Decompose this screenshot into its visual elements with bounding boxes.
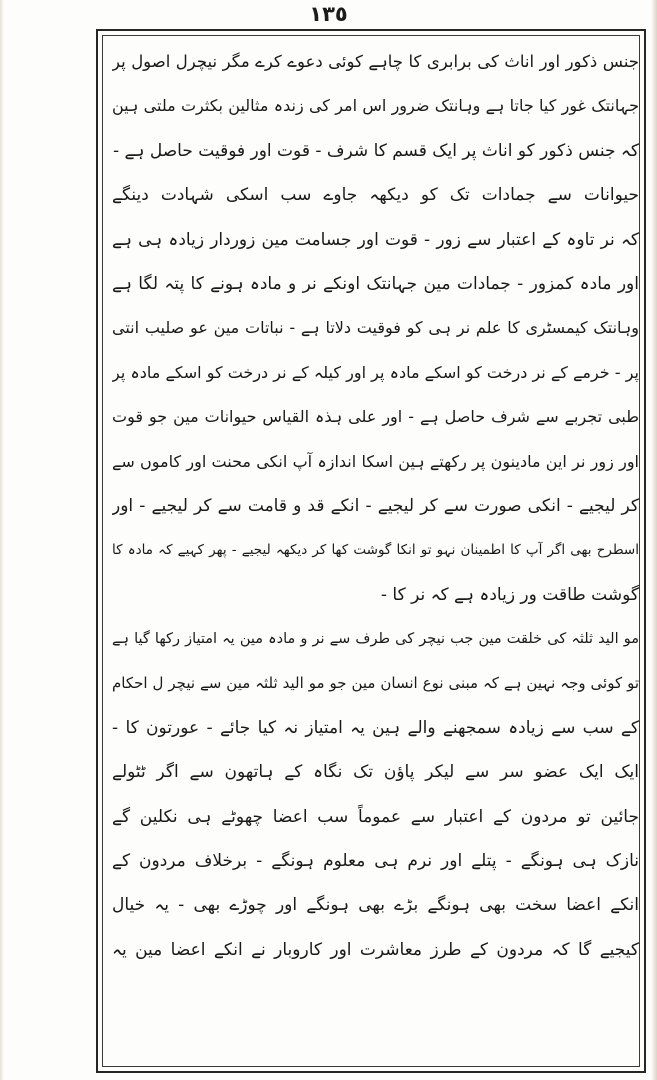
text-line-9: طبی تجربے سے شرف حاصل ہے - اور علی ہذہ القیاس حیوانات مین جو قوت <box>112 407 639 427</box>
text-line-4: حیوانات سے جمادات تک کو دیکھہ جاوے سب اسکی شہادت دینگے <box>112 185 639 206</box>
text-line-17: ایک ایک عضو سر سے لیکر پاؤن تک نگاہ کے ہاتھون سے اگر ٹٹولے <box>112 762 639 783</box>
text-line-15: تو کوئی وجہ نہین ہے کہ مبنی نوع انسان مین جو مو الید ثلثہ مین سے نیچر ل احکام <box>112 674 639 693</box>
page-edge-left <box>0 0 4 1080</box>
text-line-14: مو الید ثلثہ کی خلقت مین جب نیچر کی طرف سے نر و مادہ مین یہ امتیاز رکھا گیا ہے <box>112 631 639 648</box>
text-line-12: اسطرح بھی اگر آپ کا اطمینان نہو تو انکا گوشت کھا کر دیکھہ لیجیے - پھر کہیے کہ مادہ کا <box>112 542 639 559</box>
text-line-3: کہ جنس ذکور کو اناث پر ایک قسم کا شرف - قوت اور فوقیت حاصل ہے - <box>112 140 639 161</box>
text-line-20: انکے اعضا سخت بھی ہونگے بڑے بھی ہونگے اور چوڑے بھی - یہ خیال <box>112 895 639 916</box>
text-line-19: نازک ہی ہونگے - پتلے اور نرم ہی معلوم ہونگے - برخلاف مردون کے <box>112 851 639 872</box>
text-line-21: کیجیے گا کہ مردون کے طرز معاشرت اور کاروبار نے انکے اعضا مین یہ <box>112 939 639 960</box>
body-text <box>112 40 639 1070</box>
text-line-6: اور مادہ کمزور - جمادات مین جہانتک اونکے نر و مادہ ہونے کا پتہ لگا ہے <box>112 273 639 294</box>
text-line-1: جنس ذکور اور اناث کی برابری کا چاہے کوئی دعوے کرے مگر نیچرل اصول پر <box>112 52 639 71</box>
page-edge-right <box>651 0 657 1080</box>
page-number: ١٣٥ <box>309 2 348 26</box>
text-line-10: اور زور نر این مادینون پر رکھتے ہین اسکا اندازہ آپ انکی محنت اور کاموں سے <box>112 451 639 471</box>
text-line-5: کہ نر تاوہ کے اعتبار سے زور - قوت اور جسامت مین زوردار زیادہ ہی ہے <box>112 229 639 250</box>
text-line-13: گوشت طاقت ور زیادہ ہے کہ نر کا - <box>380 584 639 605</box>
text-line-2: جہانتک غور کیا جاتا ہے وہانتک ضرور اس امر کی زندہ مثالین بکثرت ملتی ہین <box>112 96 639 116</box>
text-line-7: وہانتک کیمسٹری کا علم نر ہی کو فوقیت دلاتا ہے - نباتات مین عو صلیب انتی <box>112 318 639 338</box>
text-line-11: کر لیجیے - انکی صورت سے کر لیجیے - انکے قد و قامت سے کر لیجیے - اور <box>112 495 639 516</box>
text-line-16: کے سب سے زیادہ سمجھنے والے ہین یہ امتیاز نہ کیا جائے - عورتون کا - <box>112 717 639 738</box>
text-line-8: پر - خرمے کے نر درخت کو اسکے مادہ پر اور کیلہ کے نر درخت کو اسکے مادہ پر <box>112 362 639 382</box>
text-line-18: جائین تو مردون کے اعتبار سے عموماً سب اعضا چھوٹے ہی نکلین گے <box>112 806 639 827</box>
